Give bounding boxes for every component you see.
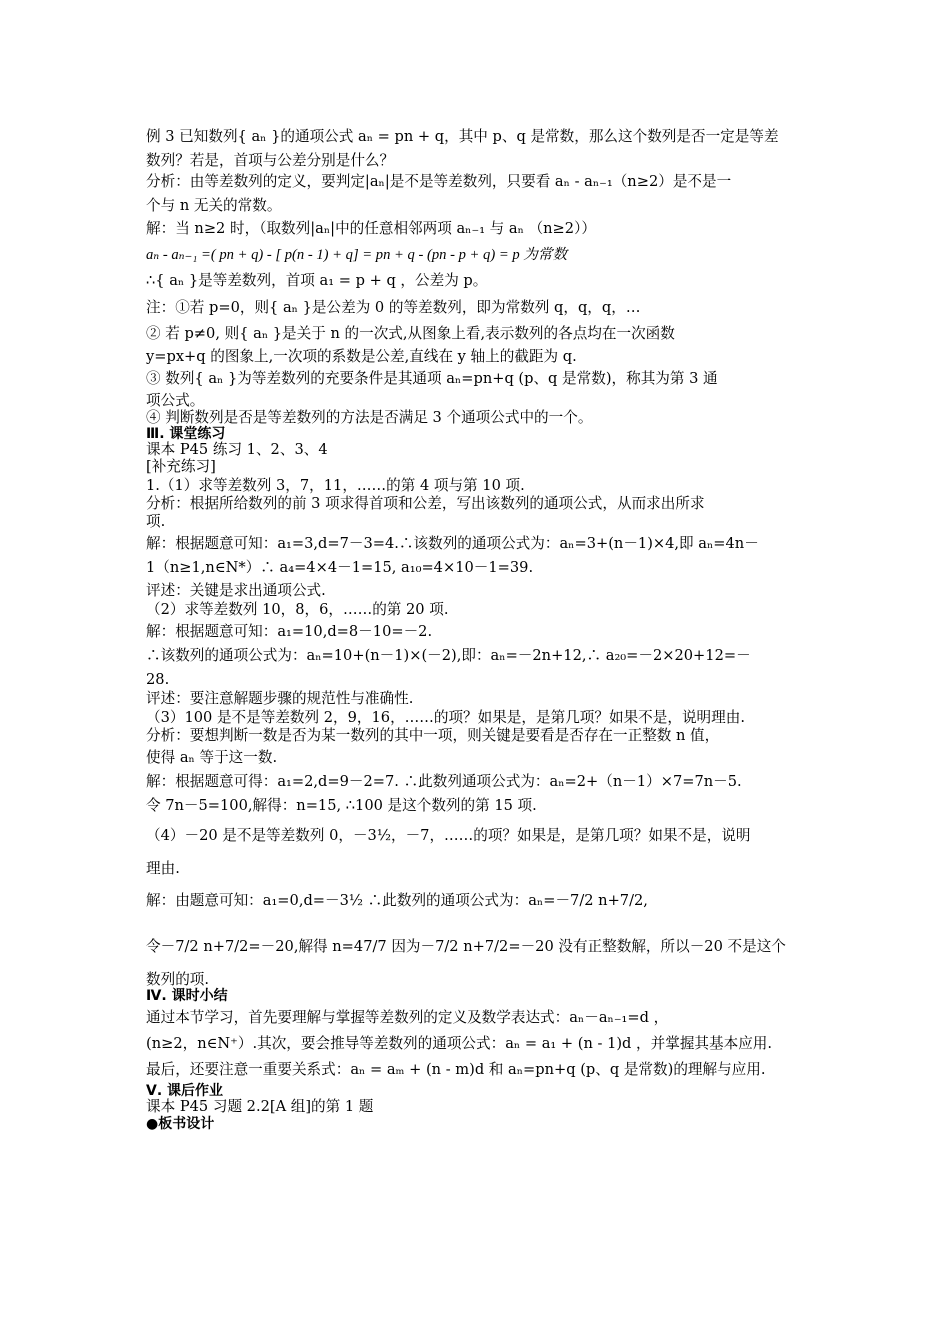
- section-3-heading: Ⅲ. 课堂练习: [146, 426, 226, 442]
- analysis-line2: 个与 n 无关的常数。: [146, 197, 282, 214]
- summary-line3: 最后，还要注意一重要关系式：aₙ = aₘ + (n - m)d 和 aₙ=pn+q (p、q 是常数)的理解与应用.: [146, 1061, 766, 1078]
- problem-1-3-analysis: 分析：要想判断一数是否为某一数列的其中一项，则关键是要看是否存在一正整数 n 值，: [146, 727, 720, 744]
- note-3-line1: ③ 数列{ aₙ }为等差数列的充要条件是其通项 aₙ=pn+q (p、q 是常数)，称其为第 3 通: [146, 370, 718, 387]
- problem-1-3-solution: 解：根据题意可得：a₁=2,d=9－2=7. ∴此数列通项公式为：aₙ=2+（n－1）×7=7n－5.: [146, 773, 742, 790]
- homework-line: 课本 P45 习题 2.2[A 组]的第 1 题: [146, 1098, 374, 1115]
- problem-1-4-solution: 解：由题意可知：a₁=0,d=－3½ ∴此数列的通项公式为：aₙ=－7/2 n+7/2,: [146, 892, 648, 909]
- problem-1-4-cont: 理由.: [146, 860, 180, 877]
- problem-1-2: （2）求等差数列 10，8，6，……的第 20 项.: [146, 601, 449, 618]
- note-4: ④ 判断数列是否是等差数列的方法是否满足 3 个通项公式中的一个。: [146, 409, 593, 426]
- problem-1-4-solve: 令－7/2 n+7/2=－20,解得 n=47/7 因为－7/2 n+7/2=－20 没有正整数解，所以－20 不是这个: [146, 938, 786, 955]
- problem-1-4: （4）－20 是不是等差数列 0，－3½，－7，……的项？如果是，是第几项？如果不是，说明: [146, 827, 751, 844]
- problem-1-3: （3）100 是不是等差数列 2，9，16，……的项？如果是，是第几项？如果不是，说明理由.: [146, 709, 745, 726]
- solution-conclusion: ∴{ aₙ }是等差数列，首项 a₁ = p + q ，公差为 p。: [146, 272, 488, 289]
- note-1: 注：①若 p=0，则{ aₙ }是公差为 0 的等差数列，即为常数列 q，q，q，…: [146, 299, 641, 316]
- problem-1-2-solution: 解：根据题意可知：a₁=10,d=8－10=－2.: [146, 623, 433, 640]
- summary-line2: (n≥2，n∈N⁺）.其次，要会推导等差数列的通项公式：aₙ = a₁ + (n - 1)d ，并掌握其基本应用.: [146, 1035, 773, 1052]
- analysis-line1: 分析：由等差数列的定义，要判定|aₙ|是不是等差数列，只要看 aₙ - aₙ₋₁（n≥2）是不是一: [146, 173, 732, 190]
- problem-1-2-formula-cont: 28.: [146, 671, 170, 688]
- note-2-line1: ② 若 p≠0, 则{ aₙ }是关于 n 的一次式,从图象上看,表示数列的各点均在一次函数: [146, 325, 675, 342]
- summary-line1: 通过本节学习，首先要理解与掌握等差数列的定义及数学表达式：aₙ－aₙ₋₁=d ，: [146, 1009, 669, 1026]
- problem-1-2-formula: ∴该数列的通项公式为：aₙ=10+(n－1)×(－2),即：aₙ=－2n+12,∴ a₂₀=－2×20+12=－: [146, 647, 751, 664]
- problem-1-3-analysis-cont: 使得 aₙ 等于这一数.: [146, 749, 278, 766]
- board-design-heading: ●板书设计: [146, 1116, 215, 1132]
- problem-1-1-solution-cont: 1（n≥1,n∈N*）∴ a₄=4×4－1=15, a₁₀=4×10－1=39.: [146, 559, 534, 576]
- problem-1-2-comment: 评述：要注意解题步骤的规范性与准确性.: [146, 690, 414, 707]
- problem-1-4-conclusion: 数列的项.: [146, 971, 210, 988]
- example3-line1: 例 3 已知数列{ aₙ }的通项公式 aₙ = pn + q，其中 p、q 是常数，那么这个数列是否一定是等差: [146, 128, 779, 145]
- textbook-exercise: 课本 P45 练习 1、2、3、4: [146, 441, 328, 458]
- section-5-heading: Ⅴ. 课后作业: [146, 1083, 224, 1099]
- problem-1-1-solution: 解：根据题意可知：a₁=3,d=7－3=4.∴该数列的通项公式为：aₙ=3+(n－1)×4,即 aₙ=4n－: [146, 535, 759, 552]
- solution-formula: aₙ - aₙ₋₁ =( pn + q) - [ p(n - 1) + q] = pn + q - (pn - p + q) = p 为常数: [146, 247, 568, 263]
- problem-1-1-analysis: 分析：根据所给数列的前 3 项求得首项和公差，写出该数列的通项公式，从而求出所求: [146, 495, 705, 512]
- section-4-heading: Ⅳ. 课时小结: [146, 988, 228, 1004]
- supplementary-label: [补充练习]: [146, 458, 216, 475]
- problem-1-1-comment: 评述：关键是求出通项公式.: [146, 582, 326, 599]
- problem-1-1-analysis-cont: 项.: [146, 513, 166, 530]
- note-2-line2: y=px+q 的图象上,一次项的系数是公差,直线在 y 轴上的截距为 q.: [146, 348, 577, 365]
- example3-line2: 数列？若是，首项与公差分别是什么？: [146, 152, 395, 169]
- problem-1-3-conclusion: 令 7n－5=100,解得：n=15, ∴100 是这个数列的第 15 项.: [146, 797, 537, 814]
- solution-line1: 解：当 n≥2 时，（取数列|aₙ|中的任意相邻两项 aₙ₋₁ 与 aₙ （n≥2））: [146, 220, 596, 237]
- problem-1-1: 1.（1）求等差数列 3，7，11，……的第 4 项与第 10 项.: [146, 477, 525, 494]
- note-3-line2: 项公式。: [146, 392, 205, 409]
